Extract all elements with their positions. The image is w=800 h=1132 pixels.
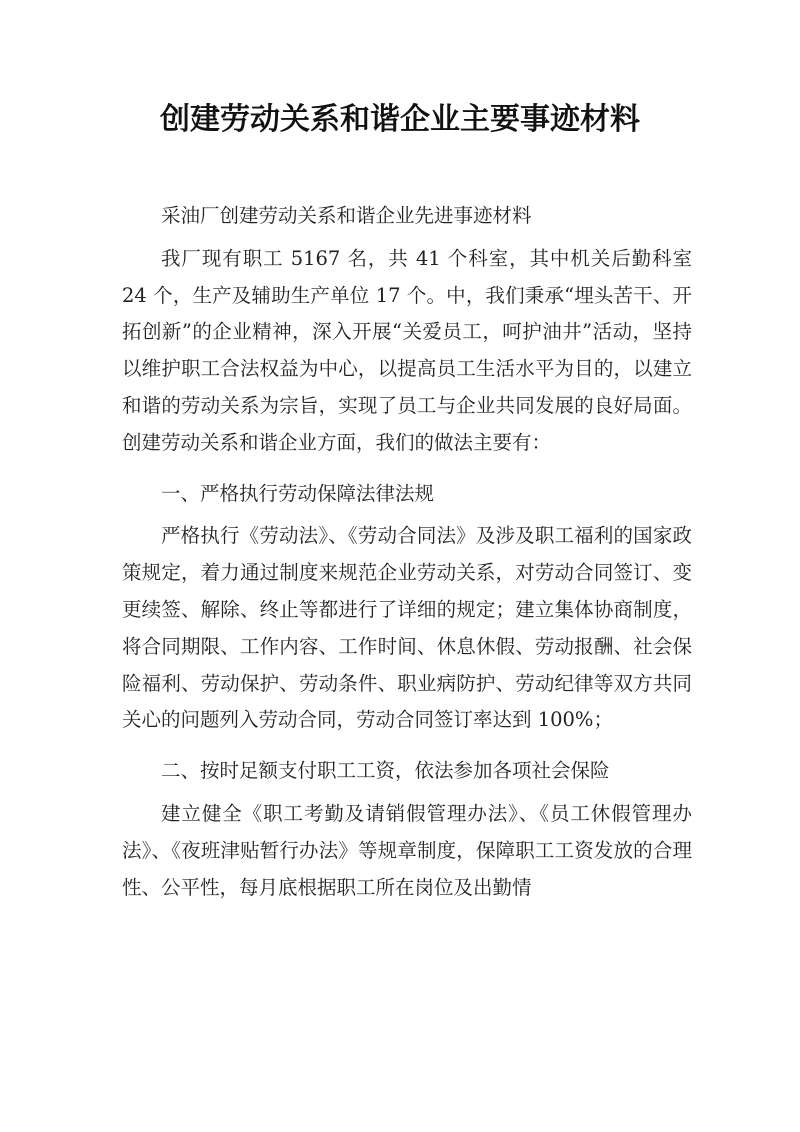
- section-heading-2: 二、按时足额支付职工工资，依法参加各项社会保险: [161, 759, 610, 783]
- document-title: 创建劳动关系和谐企业主要事迹材料: [160, 102, 640, 137]
- section-heading-1: 一、严格执行劳动保障法律法规: [161, 481, 435, 505]
- section-body-2: 建立健全《职工考勤及请销假管理办法》、《员工休假管理办法》、《夜班津贴暂行办法》等规章制度，保障职工工资发放的合理性、公平性，每月底根据职工所在岗位及出勤情: [122, 801, 692, 899]
- document-subtitle: 采油厂创建劳动关系和谐企业先进事迹材料: [161, 204, 532, 227]
- section-body-1: 严格执行《劳动法》、《劳动合同法》及涉及职工福利的国家政策规定，着力通过制度来规范企业劳动关系，对劳动合同签订、变更续签、解除、终止等都进行了详细的规定；建立集体协商制度，将合同期限、工作内容、工作时间、休息休假、劳动报酬、社会保险福利、劳动保护、劳动条件、职业病防护、劳动纪律等双方共同关心的问题列入劳动合同，劳动合同签订率达到 100%；: [122, 524, 692, 732]
- document-body: [122, 198, 692, 906]
- intro-paragraph: 我厂现有职工 5167 名，共 41 个科室，其中机关后勤科室 24 个，生产及辅助生产单位 17 个。中，我们秉承“埋头苦干、开拓创新”的企业精神，深入开展“关爱员工，呵护油井”活动，坚持以维护职工合法权益为中心，以提高员工生活水平为目的，以建立和谐的劳动关系为宗旨，实现了员工与企业共同发展的良好局面。创建劳动关系和谐企业方面，我们的做法主要有：: [122, 246, 692, 454]
